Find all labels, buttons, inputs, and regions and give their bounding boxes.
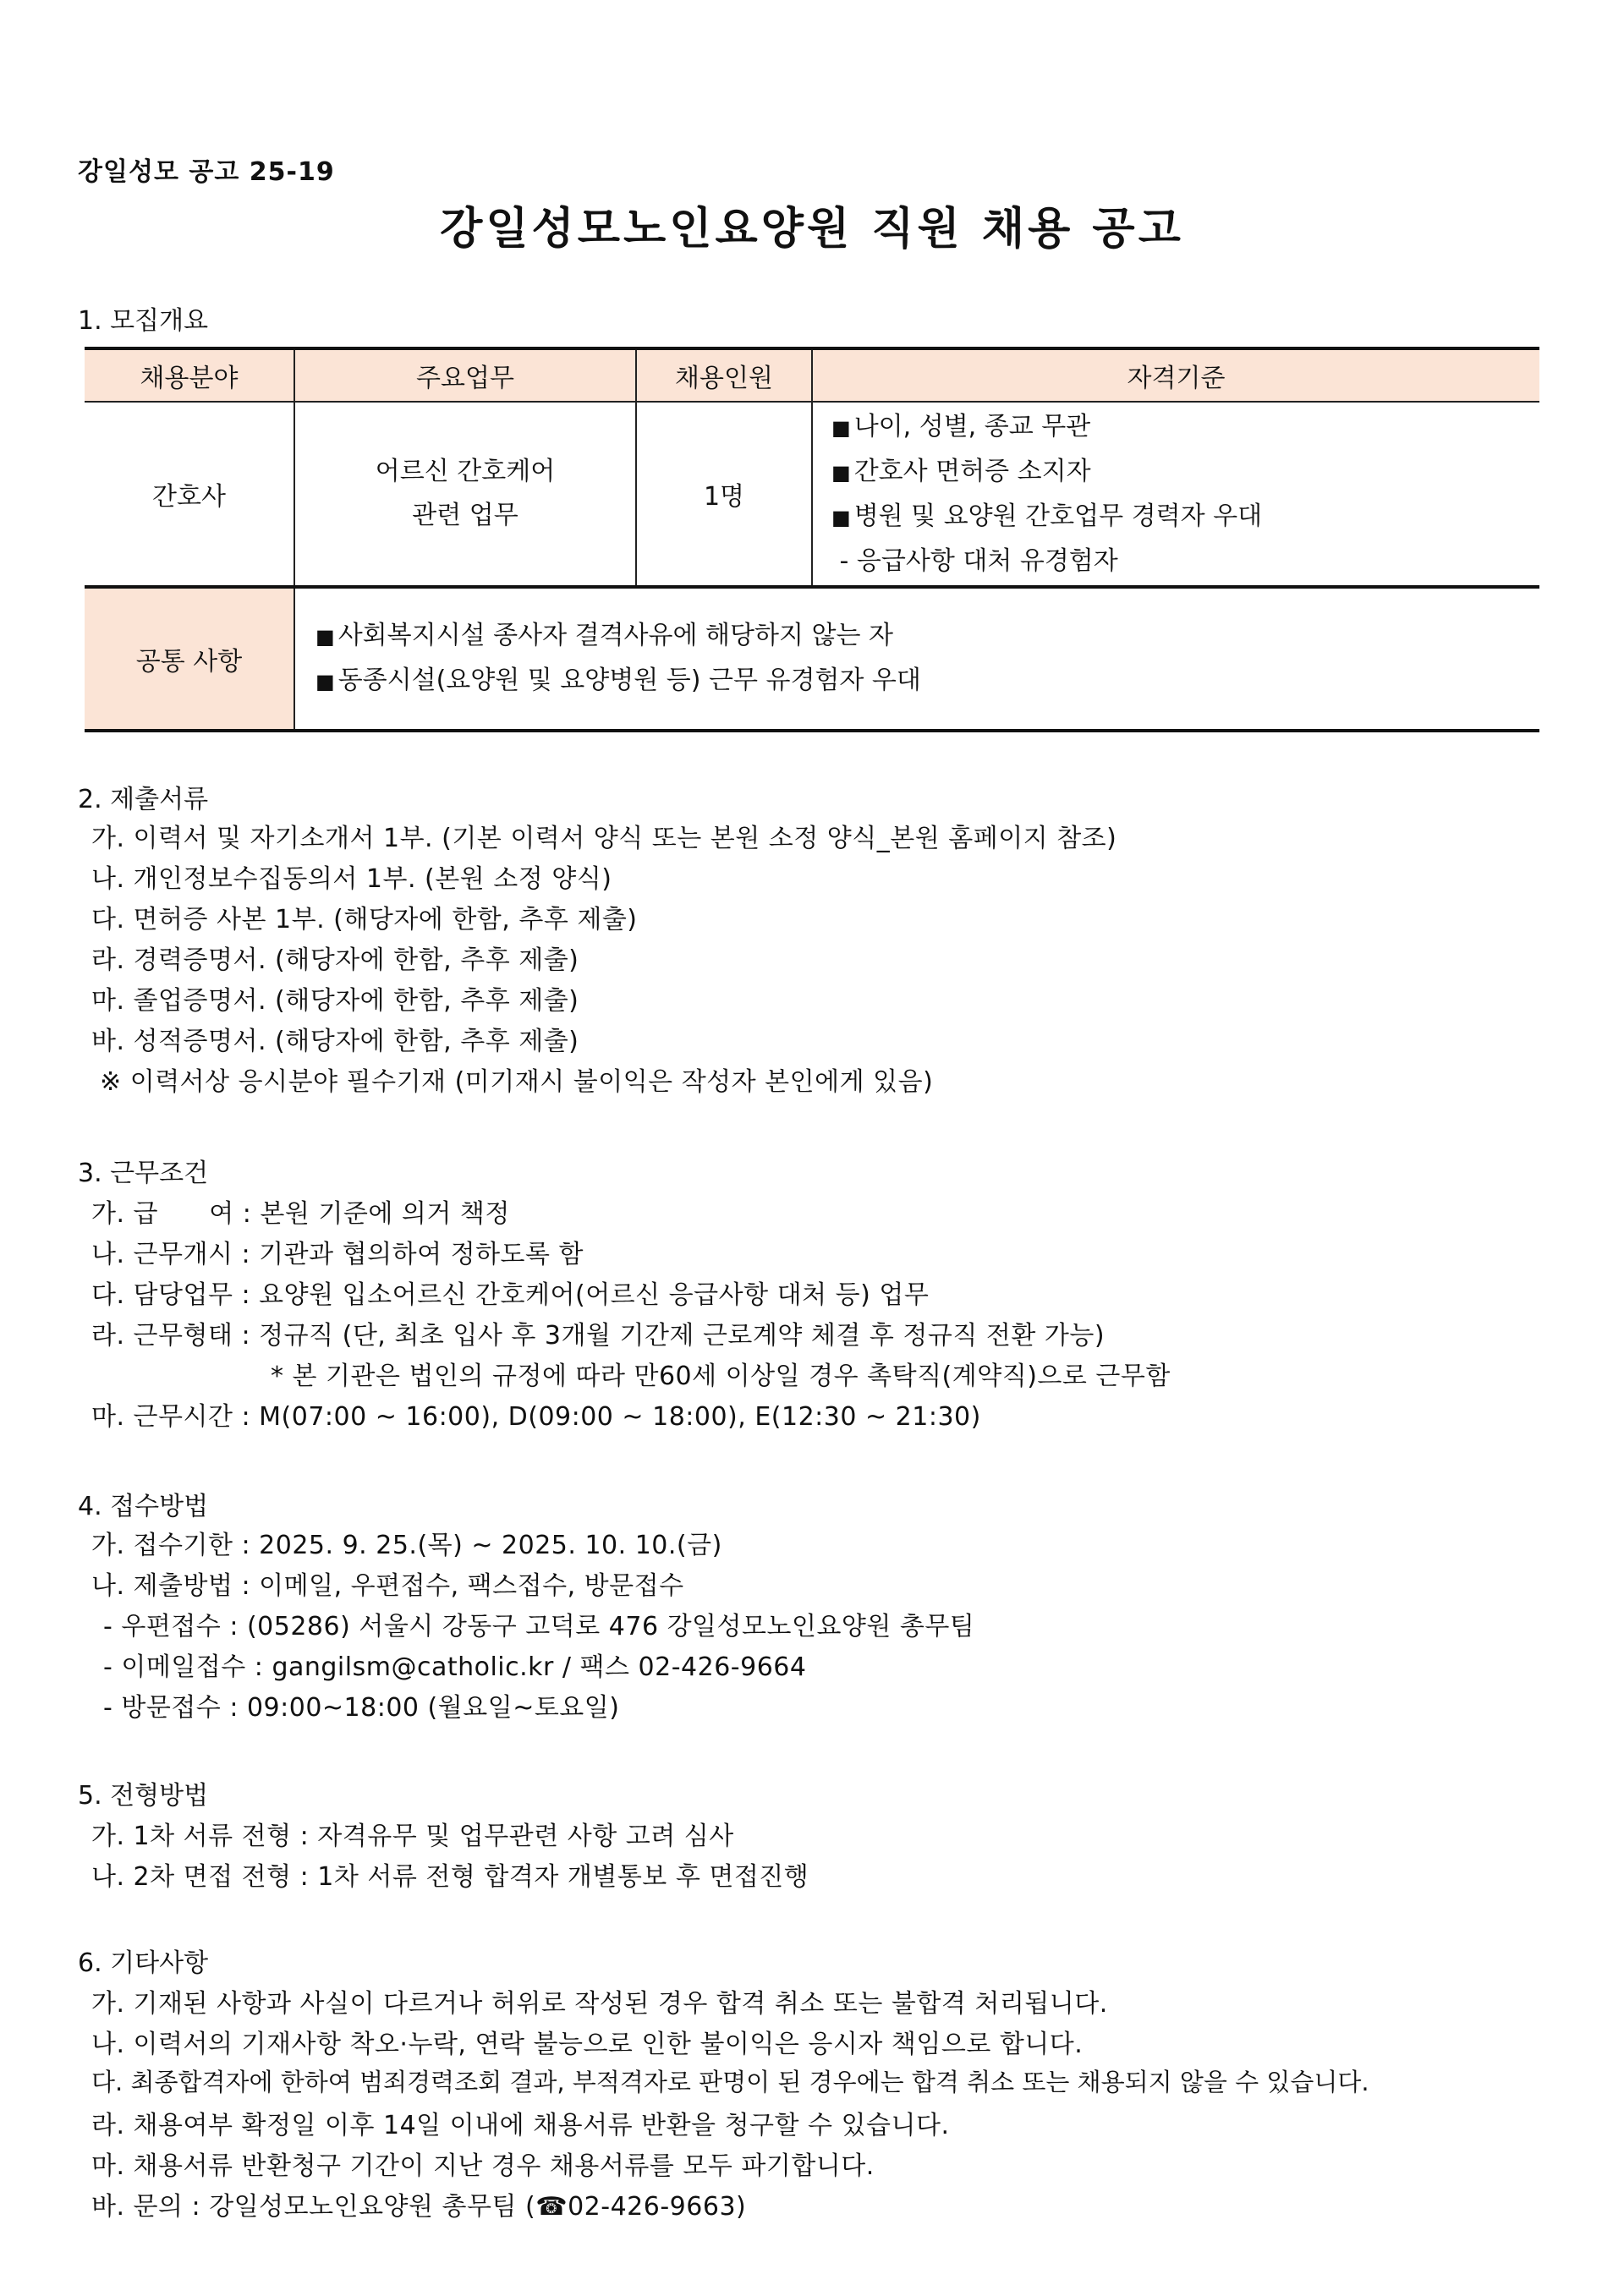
sub-item: - 우편접수 : (05286) 서울시 강동구 고덕로 476 강일성모노인요양원 총무팀 — [103, 1612, 975, 1641]
qualification-cell — [812, 402, 1539, 587]
list-item: 다. 면허증 사본 1부. (해당자에 한함, 추후 제출) — [91, 905, 638, 934]
notice-number: 강일성모 공고 25-19 — [78, 157, 335, 187]
qualification-subitem: - 응급사항 대처 유경험자 — [831, 546, 1118, 576]
list-item: 가. 접수기한 : 2025. 9. 25.(목) ~ 2025. 10. 10.(금) — [91, 1531, 722, 1560]
field-cell: 간호사 — [85, 402, 294, 587]
list-item: 바. 성적증명서. (해당자에 한함, 추후 제출) — [91, 1027, 579, 1056]
list-item: 나. 근무개시 : 기관과 협의하여 정하도록 함 — [91, 1240, 584, 1269]
duty-line: 관련 업무 — [412, 501, 518, 530]
table-row — [85, 587, 1539, 731]
common-cell — [294, 587, 1539, 731]
page-title: 강일성모노인요양원 직원 채용 공고 — [440, 204, 1184, 255]
note-item: ※ 이력서상 응시분야 필수기재 (미기재시 불이익은 작성자 본인에게 있음) — [91, 1067, 934, 1097]
section-heading-conditions: 3. 근무조건 — [78, 1159, 209, 1188]
list-item: 가. 이력서 및 자기소개서 1부. (기본 이력서 양식 또는 본원 소정 양식_본원 홈페이지 참조) — [91, 824, 1117, 853]
section-heading-etc: 6. 기타사항 — [78, 1948, 209, 1978]
qualification-item: ■ 병원 및 요양원 간호업무 경력자 우대 — [831, 501, 1263, 531]
common-item: ■ 동종시설(요양원 및 요양병원 등) 근무 유경험자 우대 — [315, 666, 921, 695]
sub-item: - 이메일접수 : gangilsm@catholic.kr / 팩스 02-426-9664 — [103, 1652, 807, 1682]
table-header-cell: 주요업무 — [294, 348, 636, 402]
bullet-square-icon: ■ — [831, 461, 851, 485]
section-heading-recruitment: 1. 모집개요 — [78, 306, 209, 336]
section-heading-documents: 2. 제출서류 — [78, 785, 209, 814]
list-item: 가. 기재된 사항과 사실이 다르거나 허위로 작성된 경우 합격 취소 또는 불합격 처리됩니다. — [91, 1989, 1108, 2019]
qualification-item: ■ 간호사 면허증 소지자 — [831, 457, 1091, 486]
count-cell: 1명 — [636, 402, 812, 587]
bullet-square-icon: ■ — [315, 625, 335, 649]
duty-line: 어르신 간호케어 — [375, 457, 556, 486]
common-item: ■ 사회복지시설 종사자 결격사유에 해당하지 않는 자 — [315, 621, 893, 650]
note-item: * 본 기관은 법인의 규정에 따라 만60세 이상일 경우 촉탁직(계약직)으로 근무함 — [271, 1362, 1171, 1391]
recruitment-table — [85, 347, 1539, 732]
section-heading-application: 4. 접수방법 — [78, 1492, 209, 1521]
list-item: 마. 근무시간 : M(07:00 ~ 16:00), D(09:00 ~ 18:00), E(12:30 ~ 21:30) — [91, 1402, 981, 1432]
qualification-item: ■ 나이, 성별, 종교 무관 — [831, 412, 1091, 441]
list-item: 다. 담당업무 : 요양원 입소어르신 간호케어(어르신 응급사항 대처 등) 업무 — [91, 1280, 930, 1310]
table-row — [85, 402, 1539, 587]
common-label-cell: 공통 사항 — [85, 587, 294, 731]
list-item: 라. 경력증명서. (해당자에 한함, 추후 제출) — [91, 945, 579, 975]
contact-item: 바. 문의 : 강일성모노인요양원 총무팀 (☎02-426-9663) — [91, 2192, 747, 2222]
list-item: 나. 이력서의 기재사항 착오·누락, 연락 불능으로 인한 불이익은 응시자 책임으로 합니다. — [91, 2030, 1084, 2059]
bullet-square-icon: ■ — [831, 416, 851, 440]
list-item: 나. 개인정보수집동의서 1부. (본원 소정 양식) — [91, 864, 612, 894]
sub-item: - 방문접수 : 09:00~18:00 (월요일~토요일) — [103, 1693, 620, 1723]
list-item: 마. 졸업증명서. (해당자에 한함, 추후 제출) — [91, 986, 579, 1016]
table-header-cell: 채용분야 — [85, 348, 294, 402]
section-heading-selection: 5. 전형방법 — [78, 1781, 209, 1811]
table-header-cell: 자격기준 — [812, 348, 1539, 402]
table-header-cell: 채용인원 — [636, 348, 812, 402]
table-header-row — [85, 348, 1539, 402]
list-item: 가. 급 여 : 본원 기준에 의거 책정 — [91, 1199, 510, 1229]
duty-cell — [294, 402, 636, 587]
list-item: 라. 근무형태 : 정규직 (단, 최초 입사 후 3개월 기간제 근로계약 체결 후 정규직 전환 가능) — [91, 1321, 1106, 1351]
list-item: 마. 채용서류 반환청구 기간이 지난 경우 채용서류를 모두 파기합니다. — [91, 2151, 875, 2181]
list-item: 나. 2차 면접 전형 : 1차 서류 전형 합격자 개별통보 후 면접진행 — [91, 1862, 809, 1892]
list-item: 라. 채용여부 확정일 이후 14일 이내에 채용서류 반환을 청구할 수 있습니다. — [91, 2111, 950, 2140]
list-item: 다. 최종합격자에 한하여 범죄경력조회 결과, 부적격자로 판명이 된 경우에는 합격 취소 또는 채용되지 않을 수 있습니다. — [91, 2068, 1369, 2096]
bullet-square-icon: ■ — [315, 670, 335, 693]
list-item: 가. 1차 서류 전형 : 자격유무 및 업무관련 사항 고려 심사 — [91, 1822, 734, 1851]
bullet-square-icon: ■ — [831, 506, 851, 529]
list-item: 나. 제출방법 : 이메일, 우편접수, 팩스접수, 방문접수 — [91, 1571, 684, 1601]
